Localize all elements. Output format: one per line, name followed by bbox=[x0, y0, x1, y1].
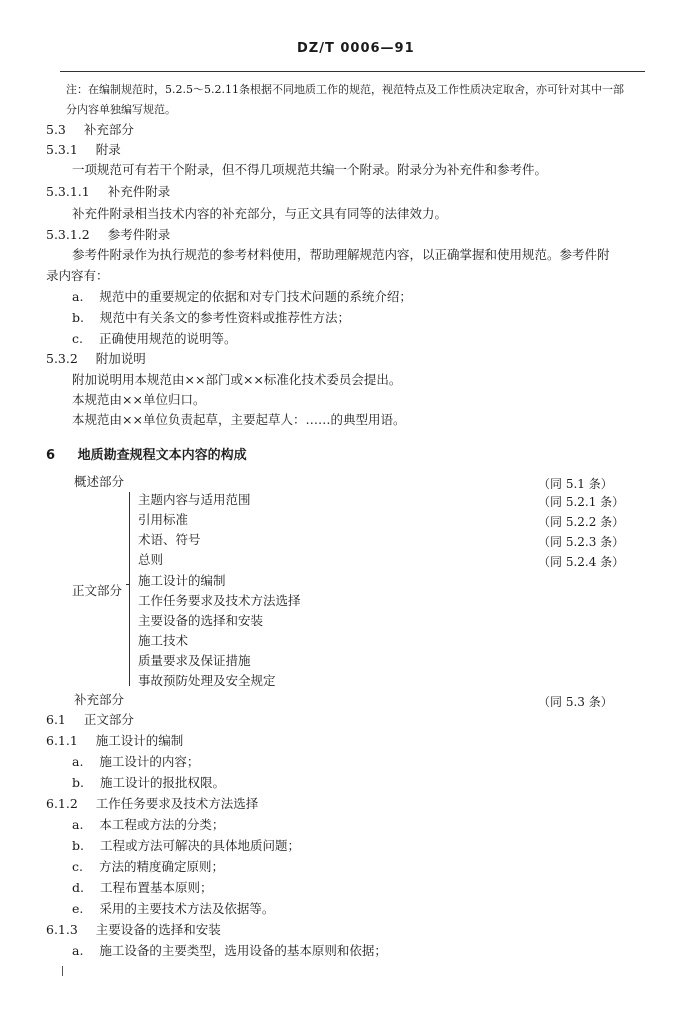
section-5-3-1-2 bbox=[46, 228, 170, 242]
margin-mark bbox=[62, 966, 63, 976]
list-text: 施工设计的报批权限。 bbox=[99, 775, 225, 790]
section-number: 6.1 bbox=[46, 712, 66, 727]
section-number: 5.3 bbox=[46, 122, 66, 137]
list-text: 工程布置基本原则； bbox=[99, 880, 213, 895]
section-number: 6 bbox=[46, 448, 56, 463]
list-item bbox=[72, 944, 387, 958]
section-title: 补充件附录 bbox=[107, 184, 171, 199]
supplement-line-2: 本规范由××单位归口。 bbox=[72, 392, 206, 407]
outline-brace-tick bbox=[126, 584, 130, 585]
list-text: 方法的精度确定原则； bbox=[98, 859, 224, 874]
outline-item-ref: （同 5.2.4 条） bbox=[538, 555, 625, 569]
list-mark: d. bbox=[72, 880, 84, 895]
outline-item: 主题内容与适用范围 bbox=[138, 492, 251, 507]
section-6-1-2 bbox=[46, 797, 258, 811]
list-item bbox=[72, 290, 412, 304]
list-text: 采用的主要技术方法及依据等。 bbox=[99, 901, 275, 916]
section-5-3-1-1-text: 补充件附录相当技术内容的补充部分，与正文具有同等的法律效力。 bbox=[72, 206, 448, 221]
section-number: 5.3.2 bbox=[46, 351, 78, 366]
outline-item: 事故预防处理及安全规定 bbox=[138, 673, 276, 688]
list-mark: b. bbox=[72, 838, 84, 853]
list-mark: b. bbox=[72, 310, 84, 325]
section-5-3-1-text: 一项规范可有若干个附录，但不得几项规范共编一个附录。附录分为补充件和参考件。 bbox=[72, 162, 548, 177]
section-6-1-1 bbox=[46, 734, 183, 748]
document-code: DZ/T 0006—91 bbox=[297, 41, 415, 56]
section-5-3-1-1 bbox=[46, 185, 170, 199]
list-text: 本工程或方法的分类； bbox=[99, 817, 225, 832]
list-item bbox=[72, 755, 199, 769]
outline-item: 施工设计的编制 bbox=[138, 573, 226, 588]
section-title: 参考件附录 bbox=[107, 227, 171, 242]
list-mark: b. bbox=[72, 775, 84, 790]
outline-supplement-label: 补充部分 bbox=[74, 692, 125, 707]
note-line-1: 注：在编制规范时，5.2.5～5.2.11条根据不同地质工作的规范，视范特点及工作性质决定取舍，亦可针对其中一部 bbox=[66, 83, 624, 96]
list-mark: c. bbox=[72, 331, 83, 346]
list-mark: a. bbox=[72, 943, 84, 958]
section-5-3 bbox=[46, 123, 134, 137]
list-item bbox=[72, 881, 212, 895]
outline-brace bbox=[129, 492, 130, 686]
list-text: 施工设备的主要类型，选用设备的基本原则和依据； bbox=[99, 943, 387, 958]
outline-item: 质量要求及保证措施 bbox=[138, 653, 251, 668]
outline-item: 引用标准 bbox=[138, 512, 189, 527]
outline-item-ref: （同 5.2.1 条） bbox=[538, 495, 625, 509]
list-text: 规范中有关条文的参考性资料或推荐性方法； bbox=[99, 310, 350, 325]
list-mark: c. bbox=[72, 859, 83, 874]
section-title: 施工设计的编制 bbox=[95, 733, 184, 748]
list-item bbox=[72, 860, 224, 874]
list-item bbox=[72, 902, 274, 916]
list-mark: a. bbox=[72, 289, 84, 304]
outline-item: 工作任务要求及技术方法选择 bbox=[138, 593, 301, 608]
outline-item: 总则 bbox=[138, 552, 164, 567]
list-item bbox=[72, 311, 350, 325]
outline-main-label: 正文部分 bbox=[72, 583, 123, 598]
list-text: 工程或方法可解决的具体地质问题； bbox=[99, 838, 300, 853]
list-mark: e. bbox=[72, 901, 84, 916]
section-number: 6.1.3 bbox=[46, 922, 78, 937]
section-title: 主要设备的选择和安装 bbox=[95, 922, 221, 937]
list-text: 正确使用规范的说明等。 bbox=[98, 331, 237, 346]
section-5-3-1-2-text-2: 录内容有： bbox=[46, 268, 109, 283]
list-text: 施工设计的内容； bbox=[99, 754, 200, 769]
supplement-line-3: 本规范由××单位负责起草，主要起草人：……的典型用语。 bbox=[72, 412, 406, 427]
section-6-1-3 bbox=[46, 923, 221, 937]
outline-overview-ref: （同 5.1 条） bbox=[538, 477, 613, 491]
section-5-3-1-2-text-1: 参考件附录作为执行规范的参考材料使用，帮助理解规范内容，以正确掌握和使用规范。参考件附 bbox=[72, 247, 610, 262]
list-item bbox=[72, 776, 225, 790]
section-title: 正文部分 bbox=[83, 712, 134, 727]
outline-item-ref: （同 5.2.3 条） bbox=[538, 535, 625, 549]
header-rule bbox=[60, 71, 645, 72]
section-title: 附录 bbox=[95, 142, 121, 157]
section-number: 5.3.1 bbox=[46, 142, 78, 157]
note-line-2: 分内容单独编写规范。 bbox=[66, 103, 176, 116]
section-number: 5.3.1.2 bbox=[46, 227, 90, 242]
list-item bbox=[72, 332, 236, 346]
section-6-heading bbox=[46, 444, 247, 463]
section-6-1 bbox=[46, 713, 134, 727]
list-mark: a. bbox=[72, 754, 84, 769]
section-number: 6.1.2 bbox=[46, 796, 78, 811]
outline-item: 术语、符号 bbox=[138, 532, 201, 547]
list-item bbox=[72, 818, 224, 832]
section-title: 补充部分 bbox=[83, 122, 134, 137]
section-number: 6.1.1 bbox=[46, 733, 78, 748]
supplement-line-1: 附加说明用本规范由××部门或××标准化技术委员会提出。 bbox=[72, 372, 402, 387]
outline-item: 施工技术 bbox=[138, 633, 189, 648]
outline-overview-label: 概述部分 bbox=[74, 474, 125, 489]
section-5-3-2 bbox=[46, 352, 146, 366]
section-number: 5.3.1.1 bbox=[46, 184, 90, 199]
outline-item-ref: （同 5.2.2 条） bbox=[538, 515, 625, 529]
section-title: 工作任务要求及技术方法选择 bbox=[95, 796, 259, 811]
list-text: 规范中的重要规定的依据和对专门技术问题的系统介绍； bbox=[99, 289, 412, 304]
section-5-3-1 bbox=[46, 143, 121, 157]
outline-supplement-ref: （同 5.3 条） bbox=[538, 695, 613, 709]
section-title: 地质勘查规程文本内容的构成 bbox=[77, 448, 247, 463]
outline-item: 主要设备的选择和安装 bbox=[138, 613, 264, 628]
list-item bbox=[72, 839, 300, 853]
list-mark: a. bbox=[72, 817, 84, 832]
section-title: 附加说明 bbox=[95, 351, 146, 366]
